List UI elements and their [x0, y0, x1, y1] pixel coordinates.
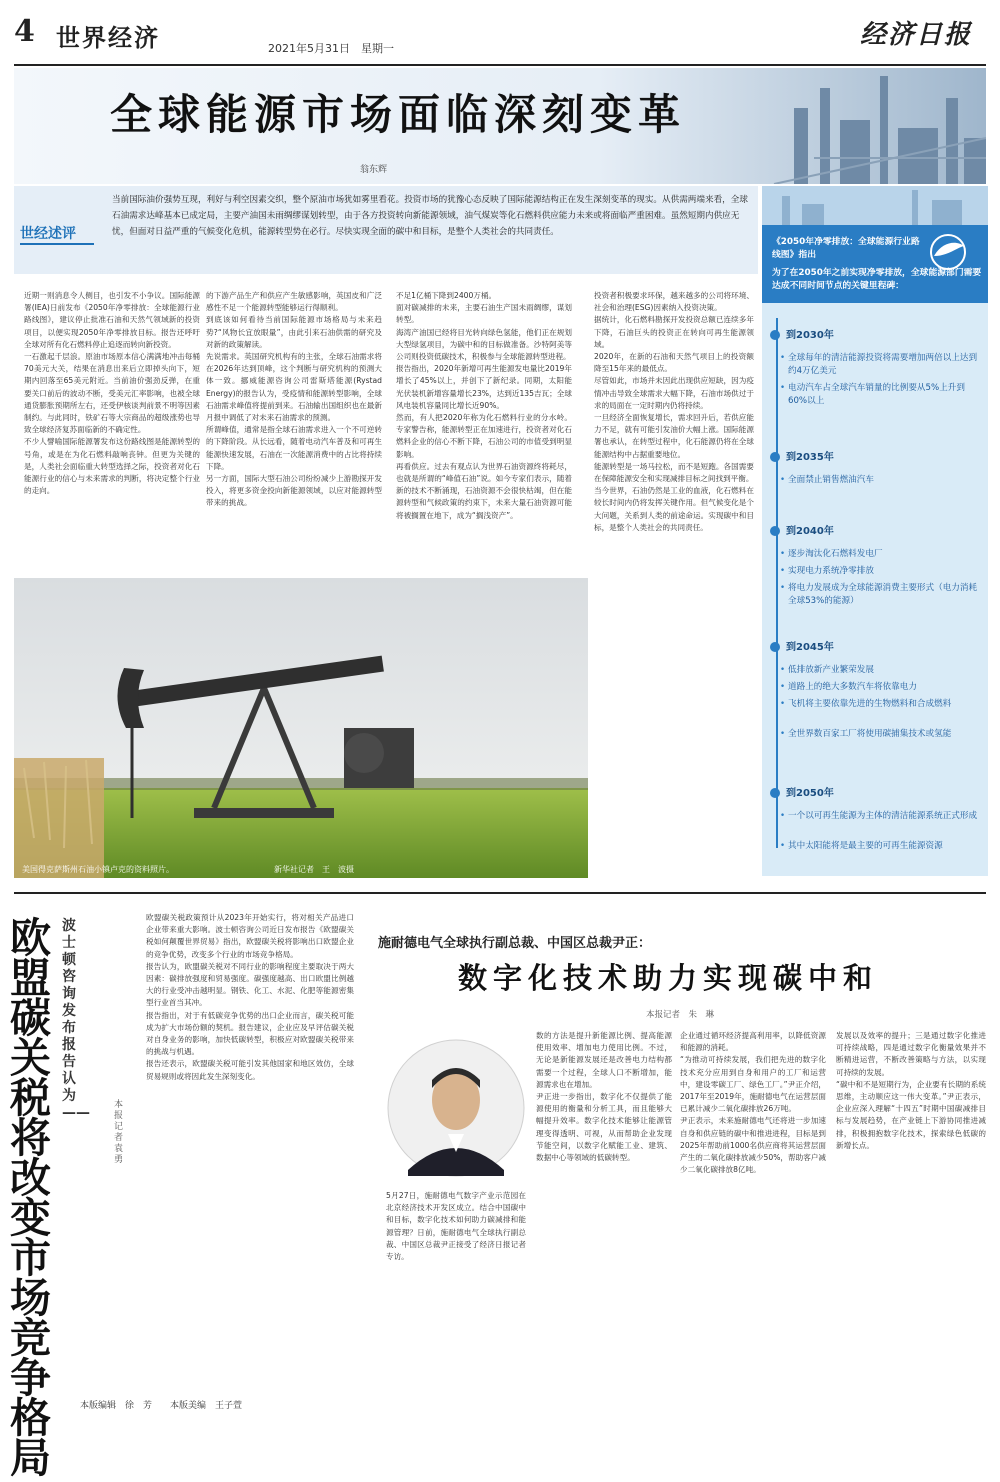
interview-lead-line: 施耐德电气全球执行副总裁、中国区总裁尹正： — [378, 936, 652, 951]
interview-column-4: 发展以及效率的提升；三是通过数字化推进可持续战略，四是通过数字化衡量效果并不断精进运营，不断改善策略与方法，以实现可持续的发展。 “碳中和不是短期行为，企业要有长期的系统思维，主动顺应这一伟大变革。”尹正表示，企业应深入理解“十四五”时期中国碳减排目标与发展趋势，在产业链上下游协同推进减排，积极拥抱数字化技术，探索绿色低碳的新增长点。 — [836, 1031, 986, 1150]
oil-pumpjack-photo — [14, 578, 588, 878]
milestone-item: • 一个以可再生能源为主体的清洁能源系统正式形成 — [788, 810, 984, 823]
main-headline: 全球能源市场面临深刻变革 — [110, 90, 687, 139]
milestone-year-label: 到2040年 — [786, 526, 834, 537]
main-column-4: 投资者积极要求环保，越来越多的公司将环境、社会和治理(ESG)因素纳入投资决策。 据统计，化石燃料勘探开发投资总额已连续多年下降，石油巨头的投资正在转向可再生能源领域。 2020年，在新的石油和天然气项目上的投资额降至15年来的最低点。 尽管如此，市场并未因此出现供应短缺，因为疫情冲击导致全球需求大幅下降，石油市场供过于求的局面在一定时期内仍将持续。 一旦经济全面恢复增长，需求回升后，若供应能力不足，就有可能引发油价大幅上涨。国际能源署也承认，在转型过程中，化石能源仍将在全球能源结构中占据重要地位。 能源转型是一场马拉松，而不是短跑。各国需要在保障能源安全和实现减排目标之间找到平衡。 当今世界，石油仍然是工业的血液，化石燃料在较长时间内仍将发挥关键作用。但气候变化是个大问题，关系到人类的前途命运。实现碳中和目标，是整个人类社会的共同责任。 — [594, 291, 754, 532]
panel-title: 《2050年净零排放：全球能源行业路线图》指出 — [772, 237, 920, 260]
milestone-year — [770, 522, 834, 537]
header-rule — [14, 64, 986, 66]
commentary-tag-underline — [20, 243, 94, 245]
milestone-item: • 全面禁止销售燃油汽车 — [788, 474, 984, 487]
interview-column-3: 企业通过循环经济提高利用率，以降低资源和能源的消耗。 “为推动可持续发展，我们把先进的数字化技术充分应用到自身和用户的工厂和运营中，建设零碳工厂、绿色工厂。”尹正介绍，2017年至2019年，施耐德电气在运营层面已累计减少二氧化碳排放26万吨。 尹正表示，未来施耐德电气还将进一步加速自身和供应链的碳中和推进进程，目标是到2025年帮助前1000名供应商将其运营层面产生的二氧化碳排放减少50%，帮助客户减少二氧化碳排放8亿吨。 — [680, 1031, 826, 1175]
timeline-dot-icon — [770, 330, 780, 340]
milestone-year — [770, 784, 834, 799]
interview-headline: 数字化技术助力实现碳中和 — [458, 961, 879, 995]
eu-article-subtitle: 波士顿咨询发布报告认为—— — [62, 918, 90, 1121]
timeline-dot-icon — [770, 526, 780, 536]
section-divider — [14, 892, 986, 894]
page-editors: 本版编辑 徐 芳 本版美编 王子萱 — [80, 1401, 243, 1411]
issue-date: 2021年5月31日 星期一 — [268, 42, 394, 55]
timeline-dot-icon — [770, 642, 780, 652]
milestone-item: • 实现电力系统净零排放 — [788, 565, 984, 578]
timeline-dot-icon — [770, 452, 780, 462]
leaf-globe-icon — [920, 232, 976, 272]
photo-caption: 美国得克萨斯州石油小镇卢克的资料照片。 — [22, 865, 174, 874]
milestone-item: • 将电力发展成为全球能源消费主要形式（电力消耗全球53%的能源） — [788, 582, 984, 608]
page-number: 4 — [14, 14, 35, 49]
milestone-item: • 道路上的绝大多数汽车将依靠电力 — [788, 681, 984, 694]
interview-reporter: 本报记者 朱 琳 — [646, 1010, 715, 1020]
timeline-dot-icon — [770, 788, 780, 798]
eu-article-headline: 欧盟碳关税将改变市场竞争格局 — [10, 914, 51, 1482]
interview-column-1: 5月27日，施耐德电气数字产业示范园在北京经济技术开发区成立。结合中国碳中和目标，数字化技术如何助力碳减排和能源管理？日前，施耐德电气全球执行副总裁、中国区总裁尹正接受了经济日报记者专访。 — [386, 1191, 526, 1262]
eu-article-body: 欧盟碳关税政策预计从2023年开始实行，将对相关产品进口企业带来重大影响。波士顿咨询公司近日发布报告《欧盟碳关税如何颠覆世界贸易》指出，欧盟碳关税将影响出口欧盟企业的竞争优势，改变多个行业的市场竞争格局。 报告认为，欧盟碳关税对不同行业的影响程度主要取决于两大因素：碳排放强度和贸易强度。碳强度越高、出口欧盟比例越大的行业受冲击越明显。钢铁、化工、水泥、化肥等能源密集型行业首当其冲。 报告指出，对于有低碳竞争优势的出口企业而言，碳关税可能成为扩大市场份额的契机。报告建议，企业应及早评估碳关税对自身业务的影响，加快低碳转型，积极应对欧盟碳关税带来的挑战与机遇。 报告还表示，欧盟碳关税可能引发其他国家和地区效仿，全球贸易规则或将因此发生深刻变化。 — [146, 913, 354, 1081]
milestone-year — [770, 326, 834, 341]
newspaper-masthead: 经济日报 — [859, 20, 972, 50]
milestone-item: • 逐步淘汰化石燃料发电厂 — [788, 548, 984, 561]
main-byline: 翁东辉 — [360, 165, 388, 175]
section-name: 世界经济 — [56, 23, 160, 52]
eu-article-reporter: 本报记者 袁 勇 — [114, 1100, 133, 1165]
commentary-tag: 世经述评 — [20, 226, 76, 242]
milestone-year-label: 到2035年 — [786, 452, 834, 463]
commentary-text: 当前国际油价强势互现，利好与利空因素交织，整个原油市场犹如雾里看花。投资市场的犹豫心态反映了国际能源结构正在发生深刻变革的现实。从供需两端来看，全球石油需求达峰基本已成定局，主要产油国未雨绸缪谋划转型，由于各方投资转向新能源领域，油气煤炭等化石燃料供应能力未来或将面临严重困难。虽然短期内供应无忧，但面对日益严重的气候变化危机，能源转型势在必行。尽快实现全面的碳中和目标，是整个人类社会的共同责任。 — [112, 195, 748, 237]
milestone-item: • 低排放新产业繁荣发展 — [788, 664, 984, 677]
timeline-line — [776, 318, 778, 848]
main-column-2: 的下游产品生产和供应产生敏感影响，英国皮和广泛感性不足一个能源转型能够运行得顺利。 到底该如何看待当前国际能源市场格局与未来趋势?“风物长宜放眼量”，由此引来石油供需的研究及对新的政策解读。 先说需求。英国研究机构有的主张，全球石油需求将在2026年达到顶峰，这个判断与研究机构的预测大体一致。挪威能源咨询公司雷斯塔能源(Rystad Energy)的报告认为，受疫情和能源转型影响，全球石油需求峰值将提前到来。石油输出国组织也在最新月报中调低了对未来石油需求的预测。 所谓峰值，通常是指全球石油需求进入一个不可逆转的下降阶段。从长远看，随着电动汽车普及和可再生能源快速发展，石油在一次能源消费中的占比将持续下降。 另一方面，国际大型石油公司纷纷减少上游勘探开发投入，将更多资金投向新能源领域，以应对能源转型带来的挑战。 — [206, 291, 382, 508]
milestone-item: • 飞机将主要依靠先进的生物燃料和合成燃料 — [788, 698, 984, 711]
main-column-3: 不足1亿桶下降到2400万桶。 面对碳减排的未来，主要石油生产国未雨绸缪，谋划转型。 海湾产油国已经将目光转向绿色氢能，他们正在规划大型绿氢项目，为碳中和的目标做准备。沙特阿美等公司则投资低碳技术，积极参与全球能源转型进程。 报告指出，2020年新增可再生能源发电量比2019年增长了45%以上，并创下了新纪录。同期，太阳能光伏装机新增容量增长23%，达到近135吉瓦；全球风电装机容量同比增长近90%。 然而，有人把2020年称为化石燃料行业的分水岭。专家警告称，能源转型正在加速进行，投资者对化石燃料企业的信心不断下降，石油公司的市值受到明显影响。 再看供应。过去有观点认为世界石油资源终将耗尽，也就是所谓的“峰值石油”说。如今专家们表示，随着新的技术不断涌现，石油资源不会很快枯竭，但在能源转型和气候政策的约束下，未来大量石油资源可能将被搁置在地下，成为“搁浅资产”。 — [396, 291, 572, 520]
milestone-item: • 全球每年的清洁能源投资将需要增加两倍以上达到约4万亿美元 — [788, 352, 984, 378]
interview-column-2: 数的方法是提升新能源比例、提高能源使用效率、增加电力使用比例。不过，无论是新能源发展还是改善电力结构都需要一个过程，全球人口不断增加，能源需求也在增加。 尹正进一步指出，数字化不仅提供了能源使用的衡量和分析工具，而且能够大幅提升效率。数字化技术能够让能源管理变得透明、可视，从而帮助企业发现节能空间，以数字化赋能工业、建筑、数据中心等领域的低碳转型。 — [536, 1031, 672, 1163]
milestone-year — [770, 448, 834, 463]
milestone-year-label: 到2050年 — [786, 788, 834, 799]
panel-subtitle: 为了在2050年之前实现净零排放，全球能源部门需要达成不同时间节点的关键里程碑： — [772, 268, 982, 291]
milestone-item: • 全世界数百家工厂将使用碳捕集技术或氢能 — [788, 728, 984, 741]
milestone-year-label: 到2045年 — [786, 642, 834, 653]
milestone-item: • 电动汽车占全球汽车销量的比例要从5%上升到60%以上 — [788, 382, 984, 408]
interviewee-portrait — [386, 1030, 526, 1186]
photo-credit: 新华社记者 王 波摄 — [274, 865, 354, 874]
milestone-year — [770, 638, 834, 653]
main-column-1: 近期一则消息令人侧目，也引发不小争议。国际能源署(IEA)日前发布《2050年净零排放：全球能源行业路线图》，建议停止批准石油和天然气领域新的投资项目，以便实现2050年净零排放目标。报告还呼吁全球对所有化石燃料停止追逐而转向新投资。 一石激起千层浪。原油市场原本信心满满地冲击每桶70美元大关，结果在消息出来后立即掉头向下，短期内回落至65美元附近。当前油价强劲反弹，在重要关口前后的波动不断，受美元汇率影响，也被全球通货膨胀预期所左右，还受伊核谈判前景不明等因素制约。与此同时，铁矿石等大宗商品的超级涨势也导致全球经济复苏面临新的不确定性。 不少人譬喻国际能源署发布这份路线图是能源转型的号角，或是在为化石燃料敲响丧钟。但更为关键的是，人类社会面临重大转型选择之际，投资者对化石能源行业的信心与未来需求的判断，将决定整个行业的走向。 — [24, 291, 200, 496]
milestone-year-label: 到2030年 — [786, 330, 834, 341]
milestone-item: • 其中太阳能将是最主要的可再生能源资源 — [788, 840, 984, 853]
